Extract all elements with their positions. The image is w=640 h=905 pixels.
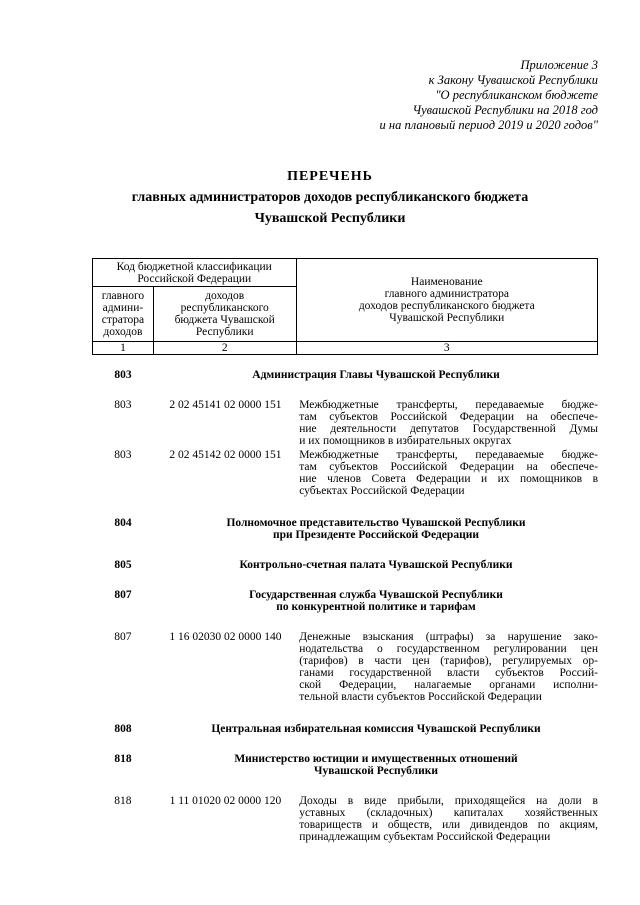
section-code: 807 <box>114 589 132 601</box>
description-line: и их помощников в избирательных округах <box>299 435 512 447</box>
section-code: 818 <box>114 753 132 765</box>
revenue-header-line: Республики <box>195 326 254 338</box>
name-header-cell <box>296 259 598 342</box>
table-row <box>92 631 598 703</box>
description-line: Межбюджетные трансферты, передаваемые бюдже- <box>299 399 598 411</box>
description-line: Доходы в виде прибыли, приходящейся на доли в <box>299 795 598 807</box>
row-kbk-code: 1 16 02030 02 0000 140 <box>169 631 282 643</box>
description-line: там субъектов Российской Федерации на обеспече- <box>299 411 598 423</box>
description-line: ганами государственной власти субъектов Россий- <box>299 667 598 679</box>
description-line: ние членов Совета Федерации и их помощников в <box>299 473 598 485</box>
appendix-line: "О республиканском бюджете <box>435 88 598 102</box>
section-code: 803 <box>114 369 132 381</box>
appendix-line: к Закону Чувашской Республики <box>428 73 598 87</box>
name-header-line: главного администратора <box>384 288 509 300</box>
description-line: уставных (складочных) капиталах хозяйственных <box>299 807 598 819</box>
description-line: ние деятельности депутатов Государственной Думы <box>299 423 598 435</box>
description-line: Межбюджетные трансферты, передаваемые бюдже- <box>299 449 598 461</box>
row-kbk-code: 1 11 01020 02 0000 120 <box>169 795 282 807</box>
section-name-line: Чувашской Республики <box>314 765 438 777</box>
admin-header-line: доходов <box>103 326 143 338</box>
description-line: товариществ и обществ, или дивидендов по акциям, <box>299 819 598 831</box>
section-row <box>92 589 598 613</box>
row-admin-code: 803 <box>114 449 132 461</box>
revenue-header-cell <box>153 287 296 342</box>
col-number-cell: 1 <box>93 342 154 355</box>
title-line: главных администраторов доходов республиканского бюджета <box>131 190 529 205</box>
table-row <box>92 399 598 447</box>
section-name <box>154 753 598 777</box>
table-row <box>92 795 598 843</box>
row-admin-code: 803 <box>114 399 132 411</box>
revenue-header-line: республиканского <box>180 302 269 314</box>
description-line: Денежные взыскания (штрафы) за нарушение зако- <box>299 631 598 643</box>
section-row <box>92 753 598 777</box>
table-body <box>92 369 598 845</box>
kbk-header-text: Код бюджетной классификации Российской Федерации <box>116 260 272 285</box>
admin-header-line: главного <box>101 290 145 302</box>
appendix-line: Приложение 3 <box>520 58 598 72</box>
document-title <box>90 166 570 229</box>
description-line: тельной власти субъектов Российской Федерации <box>299 691 542 703</box>
admin-header-cell <box>93 287 154 342</box>
section-name-line: Министерство юстиции и имущественных отношений <box>234 753 518 765</box>
admin-header-line: стратора <box>101 314 145 326</box>
section-name <box>154 589 598 613</box>
row-description <box>297 399 598 447</box>
title-line: ПЕРЕЧЕНЬ <box>287 169 373 184</box>
section-name <box>154 369 598 381</box>
section-name-line: Администрация Главы Чувашской Республики <box>252 369 500 381</box>
appendix-line: и на плановый период 2019 и 2020 годов" <box>379 118 598 132</box>
description-line: (тарифов) в части цен (тарифов), регулируемых ор- <box>299 655 598 667</box>
section-row <box>92 517 598 541</box>
section-row <box>92 559 598 571</box>
description-line: ской Федерации, налагаемые органами исполни- <box>299 679 598 691</box>
description-line: субъектах Российской Федерации <box>299 485 465 497</box>
section-code: 805 <box>114 559 132 571</box>
name-header-line: Чувашской Республики <box>389 312 505 324</box>
description-line: принадлежащим субъектам Российской Федерации <box>299 831 551 843</box>
name-header-line: Наименование <box>410 276 483 288</box>
section-name <box>154 559 598 571</box>
description-line: там субъектов Российской Федерации на обеспече- <box>299 461 598 473</box>
description-line: нодательства о государственном регулировании цен <box>299 643 598 655</box>
table-header <box>92 258 598 355</box>
table-row <box>92 449 598 497</box>
section-name-line: Контрольно-счетная палата Чувашской Республики <box>239 559 513 571</box>
row-admin-code: 818 <box>114 795 132 807</box>
title-line: Чувашской Республики <box>254 211 406 226</box>
row-kbk-code: 2 02 45141 02 0000 151 <box>169 399 282 411</box>
row-description <box>297 631 598 703</box>
section-row <box>92 369 598 381</box>
appendix-note <box>300 58 598 133</box>
section-code: 808 <box>114 723 132 735</box>
section-name-line: Полномочное представительство Чувашской Республики <box>226 517 526 529</box>
section-name-line: по конкурентной политике и тарифам <box>276 601 476 613</box>
name-header-line: доходов республиканского бюджета <box>358 300 535 312</box>
section-code: 804 <box>114 517 132 529</box>
row-description <box>297 795 598 843</box>
col-number-cell: 3 <box>296 342 598 355</box>
kbk-header-cell <box>93 259 297 287</box>
section-row <box>92 723 598 735</box>
section-name-line: Центральная избирательная комиссия Чувашской Республики <box>211 723 541 735</box>
section-name <box>154 517 598 541</box>
appendix-line: Чувашской Республики на 2018 год <box>412 103 598 117</box>
section-name-line: Государственная служба Чувашской Республики <box>249 589 503 601</box>
col-number-cell: 2 <box>153 342 296 355</box>
section-name-line: при Президенте Российской Федерации <box>273 529 479 541</box>
revenue-header-line: доходов <box>205 290 245 302</box>
row-kbk-code: 2 02 45142 02 0000 151 <box>169 449 282 461</box>
revenue-header-line: бюджета Чувашской <box>174 314 275 326</box>
row-admin-code: 807 <box>114 631 132 643</box>
row-description <box>297 449 598 497</box>
admin-header-line: админи- <box>102 302 144 314</box>
section-name <box>154 723 598 735</box>
